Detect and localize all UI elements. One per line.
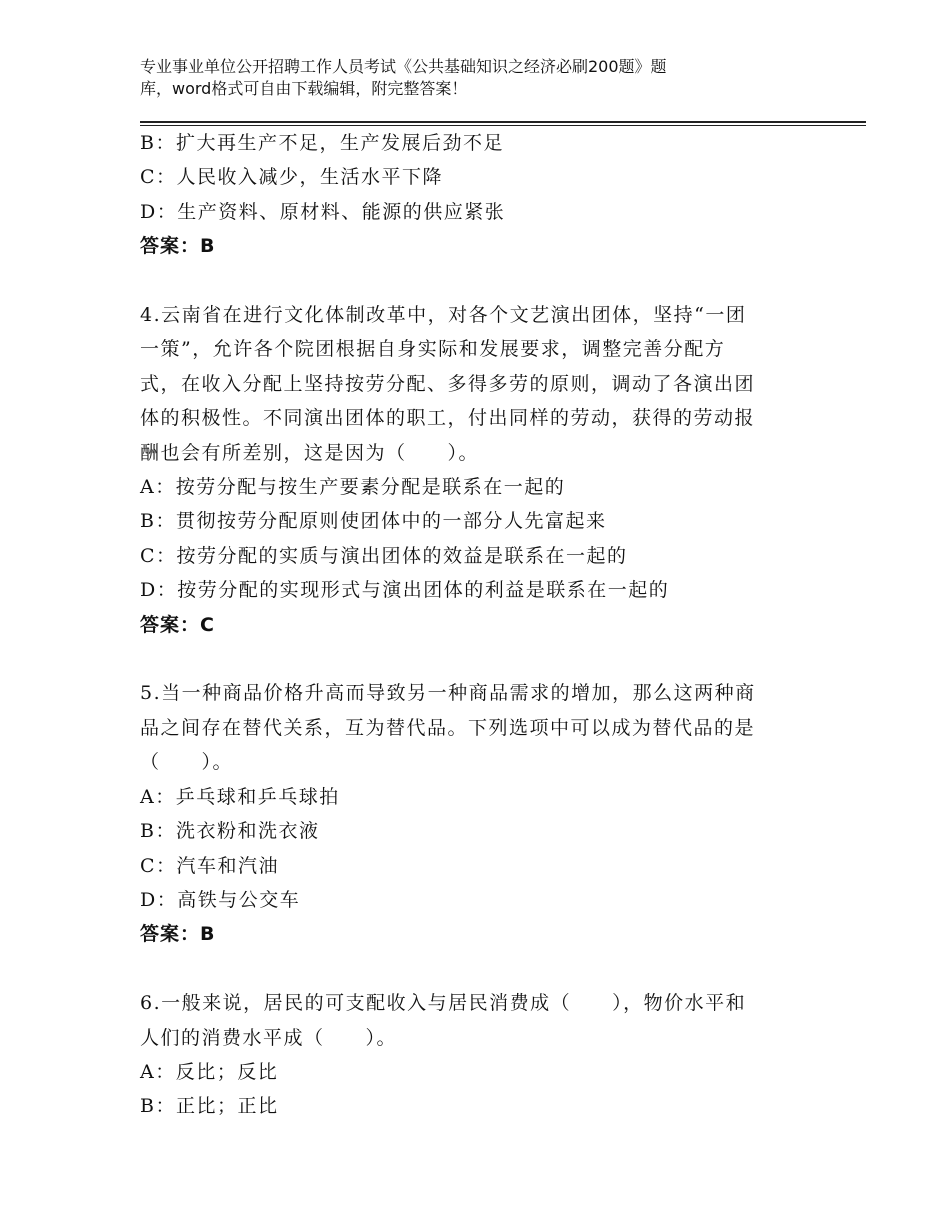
option-b: B：正比；正比: [140, 1095, 279, 1118]
question-3-tail: [140, 126, 800, 264]
answer: 答案：B: [140, 923, 216, 946]
header-line-1: 专业事业单位公开招聘工作人员考试《公共基础知识之经济必刷200题》题: [140, 57, 667, 76]
header-line-2: 库，word格式可自由下载编辑，附完整答案！: [140, 79, 468, 98]
option-d: D：生产资料、原材料、能源的供应紧张: [140, 200, 506, 223]
document-header: [140, 56, 780, 100]
question-4: [140, 298, 800, 642]
question-stem-line: 人们的消费水平成（ ）。: [140, 1026, 398, 1049]
question-5: [140, 676, 800, 951]
answer: 答案：B: [140, 235, 216, 258]
spacer: [140, 952, 800, 986]
question-stem-line: 4.云南省在进行文化体制改革中，对各个文艺演出团体，坚持“一团: [140, 304, 747, 327]
question-stem-line: 品之间存在替代关系，互为替代品。下列选项中可以成为替代品的是: [140, 716, 756, 739]
question-stem-line: 体的积极性。不同演出团体的职工，付出同样的劳动，获得的劳动报: [140, 407, 756, 430]
spacer: [140, 264, 800, 298]
question-6: [140, 986, 800, 1124]
option-c: C：按劳分配的实质与演出团体的效益是联系在一起的: [140, 544, 628, 567]
option-b: B：贯彻按劳分配原则使团体中的一部分人先富起来: [140, 510, 607, 533]
option-c: C：汽车和汽油: [140, 854, 280, 877]
header-rule-thick: [140, 121, 866, 123]
question-stem-line: 式，在收入分配上坚持按劳分配、多得多劳的原则，调动了各演出团: [140, 372, 756, 395]
question-stem-line: 6.一般来说，居民的可支配收入与居民消费成（ ），物价水平和: [140, 992, 747, 1015]
option-a: A：乒乓球和乒乓球拍: [140, 785, 340, 808]
document-body: [140, 126, 800, 1124]
question-stem-line: （ ）。: [140, 751, 234, 774]
option-a: A：按劳分配与按生产要素分配是联系在一起的: [140, 476, 566, 499]
option-a: A：反比；反比: [140, 1060, 279, 1083]
question-stem-line: 酬也会有所差别，这是因为（ ）。: [140, 441, 480, 464]
answer: 答案：C: [140, 613, 215, 636]
option-b: B：洗衣粉和洗衣液: [140, 820, 320, 843]
question-stem-line: 5.当一种商品价格升高而导致另一种商品需求的增加，那么这两种商: [140, 682, 756, 705]
option-d: D：高铁与公交车: [140, 888, 301, 911]
option-c: C：人民收入减少，生活水平下降: [140, 166, 444, 189]
question-stem-line: 一策”，允许各个院团根据自身实际和发展要求，调整完善分配方: [140, 338, 726, 361]
option-d: D：按劳分配的实现形式与演出团体的利益是联系在一起的: [140, 579, 670, 602]
spacer: [140, 642, 800, 676]
option-b: B：扩大再生产不足，生产发展后劲不足: [140, 132, 504, 154]
